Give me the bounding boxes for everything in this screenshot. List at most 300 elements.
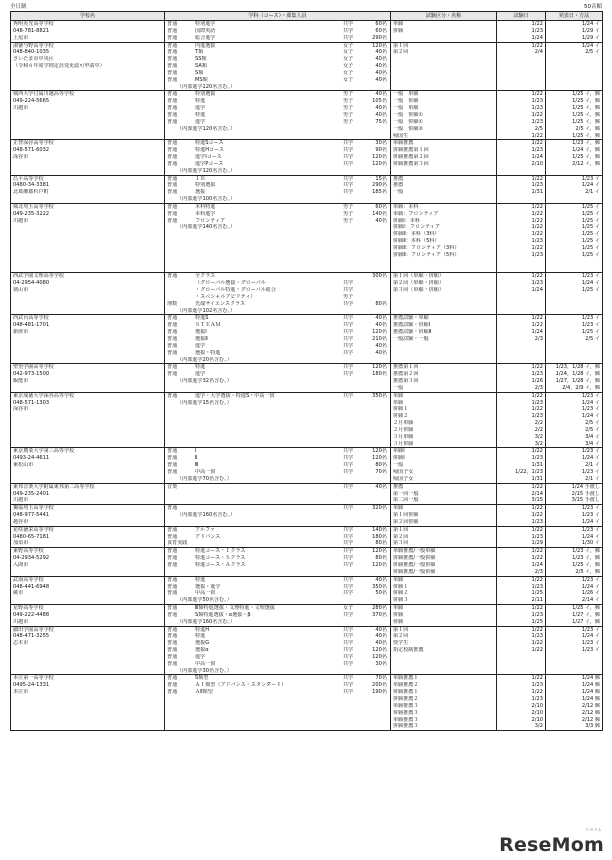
course-quota: 185名 [372,189,387,196]
course-line [167,126,390,133]
exam-name: 帰国子女 [393,475,414,482]
internal-note: （内部進学32名含む。） [177,378,232,385]
exam-date: 1/22 [531,576,543,583]
exam-name: 併願Ⅱ：本科（3科） [393,231,440,238]
exam-date: 1/23 [531,455,543,462]
exam-name [393,70,496,77]
course-gender: 女子 [343,42,354,49]
course-line [167,182,390,189]
course-name: 特別選抜 [195,91,216,98]
exam-name: 単願 [393,576,404,583]
result-date-method: 1/24 手渡し [571,483,600,490]
course-dept: 普通 [167,548,178,555]
result-date-method: 1/23 イ [581,512,600,519]
exam-name [393,301,496,308]
course-dept: 普通 [167,605,178,612]
course-name: 進学Iコース [195,154,222,161]
exam-date: 1/22 [531,505,543,512]
course-gender: 共学 [343,540,354,547]
exam-name: 推薦試験・単願 [393,315,429,322]
result-date-method: 2/12 イ，郵 [572,160,600,167]
school-info-line: 志木市 [13,640,29,647]
course-line [167,627,390,634]
exam-date: 1/22 [531,647,543,654]
school-info-line [13,350,164,357]
exam-name: ２月単願 [393,420,414,427]
exam-name-cell [391,42,497,91]
exam-date: 2/3 [534,384,543,391]
exam-name-cell [391,140,497,175]
course-dept: 普通 [167,626,178,633]
exam-name-cell [391,526,497,548]
result-date-method [546,294,602,301]
course-quota: 190名 [372,689,387,696]
watermark-kana: リセマム [585,827,602,832]
result-date-method: 3/4 イ [585,440,600,447]
course-dept: 普通 [167,392,178,399]
exam-name: 単願 [393,399,404,406]
course-line [167,280,390,287]
school-row [11,203,603,272]
exam-name: 併願 [393,27,404,34]
school-info-line: 048-977-5441 [13,512,50,519]
internal-note: （内部進学120名含む。） [177,125,236,132]
course-line [167,413,390,420]
course-quota: 140名 [372,526,387,533]
course-name: 選抜Ⅰ [195,329,207,336]
course-line [167,527,390,534]
course-gender: 共学 [343,27,354,34]
result-date-method: 2/12 郵 [581,716,600,723]
school-info-line [13,70,164,77]
result-date-method: 1/24 郵 [581,689,600,696]
result-date-method: 2/5 イ [585,49,600,56]
course-dept: 普通 [167,315,178,322]
course-name: 進学 [195,653,206,660]
exam-name: 第１回 [393,626,409,633]
course-gender: 共学 [343,349,354,356]
course-cell [165,140,391,175]
course-dept: 普通 [167,154,178,161]
exam-date [499,357,545,364]
course-dept: 普通 [167,335,178,342]
result-date-method: 1/24 イ [581,21,600,27]
exam-name: 推薦 [393,175,404,182]
course-line [167,469,390,476]
result-date-method: 1/24 イ [581,633,600,640]
result-cell [546,548,603,576]
course-line [167,322,390,329]
schedule-type-label: 全日制 [10,4,27,10]
exam-date: 1/23 [531,633,543,640]
course-quota: 120名 [372,329,387,336]
course-quota: 350名 [372,583,387,590]
exam-date: 1/22 [531,526,543,533]
course-gender: 共学 [343,462,354,469]
school-row [11,315,603,364]
exam-name-cell [391,483,497,505]
school-info-line [13,717,164,724]
exam-date: 1/22 [531,512,543,519]
course-quota: 40名 [375,342,387,349]
exam-name: 推薦試験・併願Ⅱ [393,329,432,336]
course-gender: 共学 [343,653,354,660]
result-date-method [546,343,602,350]
course-name: 特進 [195,576,206,583]
exam-name: ２月併願 [393,426,414,433]
result-date-method: 1/25 イ，郵 [572,118,600,125]
course-dept: 普通 [167,203,178,210]
exam-name: 単願推薦/一般単願 [393,548,436,555]
result-date-method [546,196,602,203]
course-name: 特進 [195,98,206,105]
course-line [167,371,390,378]
course-quota: 120名 [372,455,387,462]
course-name: アルファ [195,526,216,533]
course-line [167,619,390,626]
result-date-method: 1/23 イ，郵 [572,555,600,562]
exam-date: 2/2 [534,426,543,433]
exam-name: 第２回 [393,533,409,540]
exam-name: 推薦第３回 [393,378,419,385]
school-info-line: 北葛飾郡杉戸町 [13,189,49,196]
exam-date: 1/22 [531,210,543,217]
exam-name-cell [391,448,497,483]
course-line [167,161,390,168]
school-info-line: 西武台高等学校 [13,315,49,322]
school-info-cell [11,42,165,91]
course-dept: 普通 [167,640,178,647]
exam-date: 1/23 [531,413,543,420]
exam-name: 指定校制推薦 [393,647,424,654]
course-gender: 女子 [343,63,354,70]
exam-date: 1/23 [531,583,543,590]
course-line [167,21,390,28]
exam-date: 1/22 [531,132,543,139]
result-date-method: 2/12 郵 [581,702,600,709]
school-info-line [13,696,164,703]
course-name: 全クラス [195,273,216,280]
course-dept: 普通 [167,660,178,667]
exam-date: 2/10 [531,160,543,167]
school-row [11,175,603,203]
school-info-line: 東野高等学校 [13,548,44,555]
course-line [167,654,390,661]
course-cell [165,315,391,364]
result-date-method: 1/27 イ，郵 [572,611,600,618]
course-gender: 男子 [343,91,354,98]
course-quota: 350名 [372,392,387,399]
course-quota: 120名 [372,653,387,660]
result-date-method: 2/12 郵 [581,709,600,716]
exam-date: 2/3 [534,568,543,575]
exam-date: 2/2 [534,420,543,427]
exam-date [499,56,545,63]
result-date-method: 1/23 イ [581,469,600,475]
exam-name: 併願Ⅱ：本科（5科） [393,238,440,245]
school-info-cell [11,315,165,364]
exam-date [499,668,545,675]
school-info-line [13,427,164,434]
school-info-line: 042-973-1500 [13,371,50,378]
exam-date: 1/22 [531,315,543,322]
result-date-method: 1/25 イ，郵 [572,605,600,612]
result-date-method: 1/25 イ，郵 [572,561,600,568]
course-quota: 120名 [372,42,387,49]
course-line [167,315,390,322]
result-cell [546,91,603,140]
school-info-cell [11,21,165,43]
school-info-line: 加須市 [13,540,29,547]
result-date-method [546,266,602,273]
course-line [167,682,390,689]
exam-name: 一般 単願 [393,105,419,112]
exam-date [499,259,545,266]
exam-date [499,70,545,77]
exam-name: 第１回 [393,526,409,533]
table-header-row [11,12,603,21]
school-info-line: 獨協埼玉高等学校 [13,505,54,512]
course-name: SS類 [195,56,207,63]
course-quota: 40名 [375,91,387,98]
school-info-line: 上尾市 [13,34,29,41]
course-name: 特進 [195,633,206,640]
course-dept: 普通 [167,576,178,583]
exam-name-cell [391,91,497,140]
course-line [167,84,390,91]
school-row [11,392,603,448]
school-info-line: 狭山市 [13,287,29,294]
col-header-result: 発表日・方法 [546,12,603,21]
school-info-line [13,569,164,576]
school-info-line [13,161,164,168]
course-quota: 70名 [375,675,387,682]
result-date-method: 2/15 手渡し [571,490,600,497]
exam-date [499,196,545,203]
result-date-method [546,357,602,364]
course-gender: 共学 [343,633,354,640]
school-info-line [13,703,164,710]
result-cell [546,483,603,505]
course-line [167,703,390,710]
school-info-line: 東松山市 [13,462,34,469]
course-line [167,710,390,717]
course-quota: 60名 [375,21,387,27]
school-info-cell [11,526,165,548]
result-date-method: 1/25 イ，郵 [572,154,600,161]
exam-name: 併願推薦第３回 [393,160,429,167]
course-gender: 共学 [343,342,354,349]
exam-date: 1/22 [531,273,543,280]
course-gender: 男子 [343,203,354,210]
internal-note: （内部進学100名含む。） [177,196,236,203]
school-row [11,626,603,675]
exam-date-cell [497,548,546,576]
exam-name: 一般 併願① [393,111,424,118]
school-row [11,526,603,548]
school-info-line: 細田学園高等学校 [13,626,54,633]
exam-date: 1/22 [531,91,543,98]
result-cell [546,526,603,548]
exam-name-cell [391,505,497,527]
course-name: 本科進学 [195,210,216,217]
course-dept: 普通 [167,98,178,105]
exam-date: 2/10 [531,702,543,709]
course-gender: 女子 [343,49,354,56]
result-cell [546,42,603,91]
school-info-line: 048-441-6948 [13,583,50,590]
course-name: Ⅲ類特進選抜・文理特進・文理選抜 [195,605,275,612]
exam-name: 第３回（単願・併願） [393,287,444,294]
exam-date: 1/22 [531,406,543,413]
result-date-method: 1/23 イ [581,526,600,533]
school-info-line: 武南高等学校 [13,576,44,583]
result-date-method: 1/25 イ [581,217,600,224]
exam-date: 1/22 [531,111,543,118]
result-date-method: 1/24 イ [581,399,600,406]
course-cell [165,505,391,527]
course-dept: 普通 [167,56,178,63]
school-info-line: 049-235-2401 [13,490,50,497]
course-line [167,231,390,238]
course-gender: 共学 [343,392,354,399]
result-date-method: 1/25 イ [581,329,600,336]
exam-date-cell [497,42,546,91]
school-info-line: 04-2954-4080 [13,280,50,287]
school-info-line [13,126,164,133]
course-cell [165,21,391,43]
school-info-line [13,224,164,231]
exam-date: 1/25 [531,618,543,625]
exam-date: 1/23 [531,251,543,258]
course-quota: 120名 [372,364,387,371]
exam-date: 1/22 [531,626,543,633]
watermark-text: ReseMom [499,834,604,856]
exam-date-cell [497,21,546,43]
course-gender: 共学 [343,315,354,322]
course-gender: 共学 [343,682,354,689]
exam-name: 併願推薦１ [393,689,419,696]
course-line [167,427,390,434]
exam-name-cell [391,273,497,315]
result-date-method: 1/24 イ，郵 [572,147,600,154]
course-line [167,484,390,491]
exam-date [499,301,545,308]
course-name: 特進コース・Ｓクラス [195,555,246,562]
course-name: アドバンス [195,533,221,540]
result-date-method: 1/23 イ [581,406,600,413]
course-gender: 共学 [343,660,354,667]
exam-name: 併願２ [393,413,409,420]
course-line [167,28,390,35]
course-dept: 普通 [167,526,178,533]
course-dept: 普通 [167,533,178,540]
course-gender: 男子 [343,98,354,105]
result-date-method [546,70,602,77]
internal-note: （内部進学120名含む。） [177,83,236,90]
course-cell [165,203,391,272]
school-info-cell [11,548,165,576]
result-date-method: 1/25 イ，郵 [572,111,600,118]
course-quota: 40名 [375,640,387,647]
course-quota: 30名 [375,140,387,147]
course-line [167,49,390,56]
course-name: SA類 [195,63,207,70]
course-name: ＡＩ類型（アドバンス・スタンダード） [195,682,287,689]
exam-date: 1/23 [531,238,543,245]
result-date-method [546,56,602,63]
exam-name-cell [391,315,497,364]
course-quota: 40名 [375,63,387,70]
school-info-cell [11,605,165,627]
result-date-method [546,301,602,308]
exam-date-cell [497,203,546,272]
course-quota: 120名 [372,448,387,455]
course-quota: 40名 [375,56,387,63]
exam-date: 1/24 [531,329,543,336]
course-line [167,717,390,724]
course-quota: 40名 [375,322,387,329]
exam-date: 1/23 [531,533,543,540]
result-date-method: 1/24 郵 [581,696,600,702]
school-info-line: 星野高等学校 [13,605,44,612]
course-dept: 普通 [167,34,178,41]
course-line [167,696,390,703]
course-line [167,723,390,730]
course-dept: 普通 [167,182,178,189]
exam-date: 1/23 [531,399,543,406]
course-quota: 60名 [375,27,387,34]
course-dept: 普通 [167,583,178,590]
school-info-cell [11,505,165,527]
school-info-line [13,84,164,91]
exam-name: 単願 [393,605,404,612]
exam-date: 1/22 [531,483,543,490]
exam-date: 1/23 [531,98,543,105]
exam-date [499,661,545,668]
course-line [167,218,390,225]
course-line [167,147,390,154]
exam-date: 1/31 [531,462,543,469]
course-quota: 40名 [375,105,387,112]
course-cell [165,576,391,604]
course-dept: 普通 [167,469,178,475]
school-info-line: 川越市 [13,497,29,504]
course-name: 特進Sコース [195,140,224,147]
result-date-method: 1/25 イ [581,231,600,238]
exam-name-cell [391,392,497,448]
course-dept: 普通 [167,675,178,682]
exam-date: 2/5 [534,125,543,132]
exam-name: 第１回 [393,42,409,49]
exam-name: 一般試験・一般 [393,335,429,342]
course-gender: 共学 [343,576,354,583]
result-date-method: 1/23 イ [581,175,600,182]
course-line [167,605,390,612]
course-dept: 普通 [167,448,178,455]
course-line [167,259,390,266]
school-info-line: 0493-24-4611 [13,455,50,462]
school-info-line [13,469,164,476]
course-line [167,434,390,441]
result-date-method: 1/24 イ [581,455,600,462]
course-gender: 共学 [343,647,354,654]
result-date-method [546,661,602,668]
course-name: 特進S [195,315,209,322]
course-line [167,336,390,343]
course-line [167,308,390,315]
exam-name [393,63,496,70]
